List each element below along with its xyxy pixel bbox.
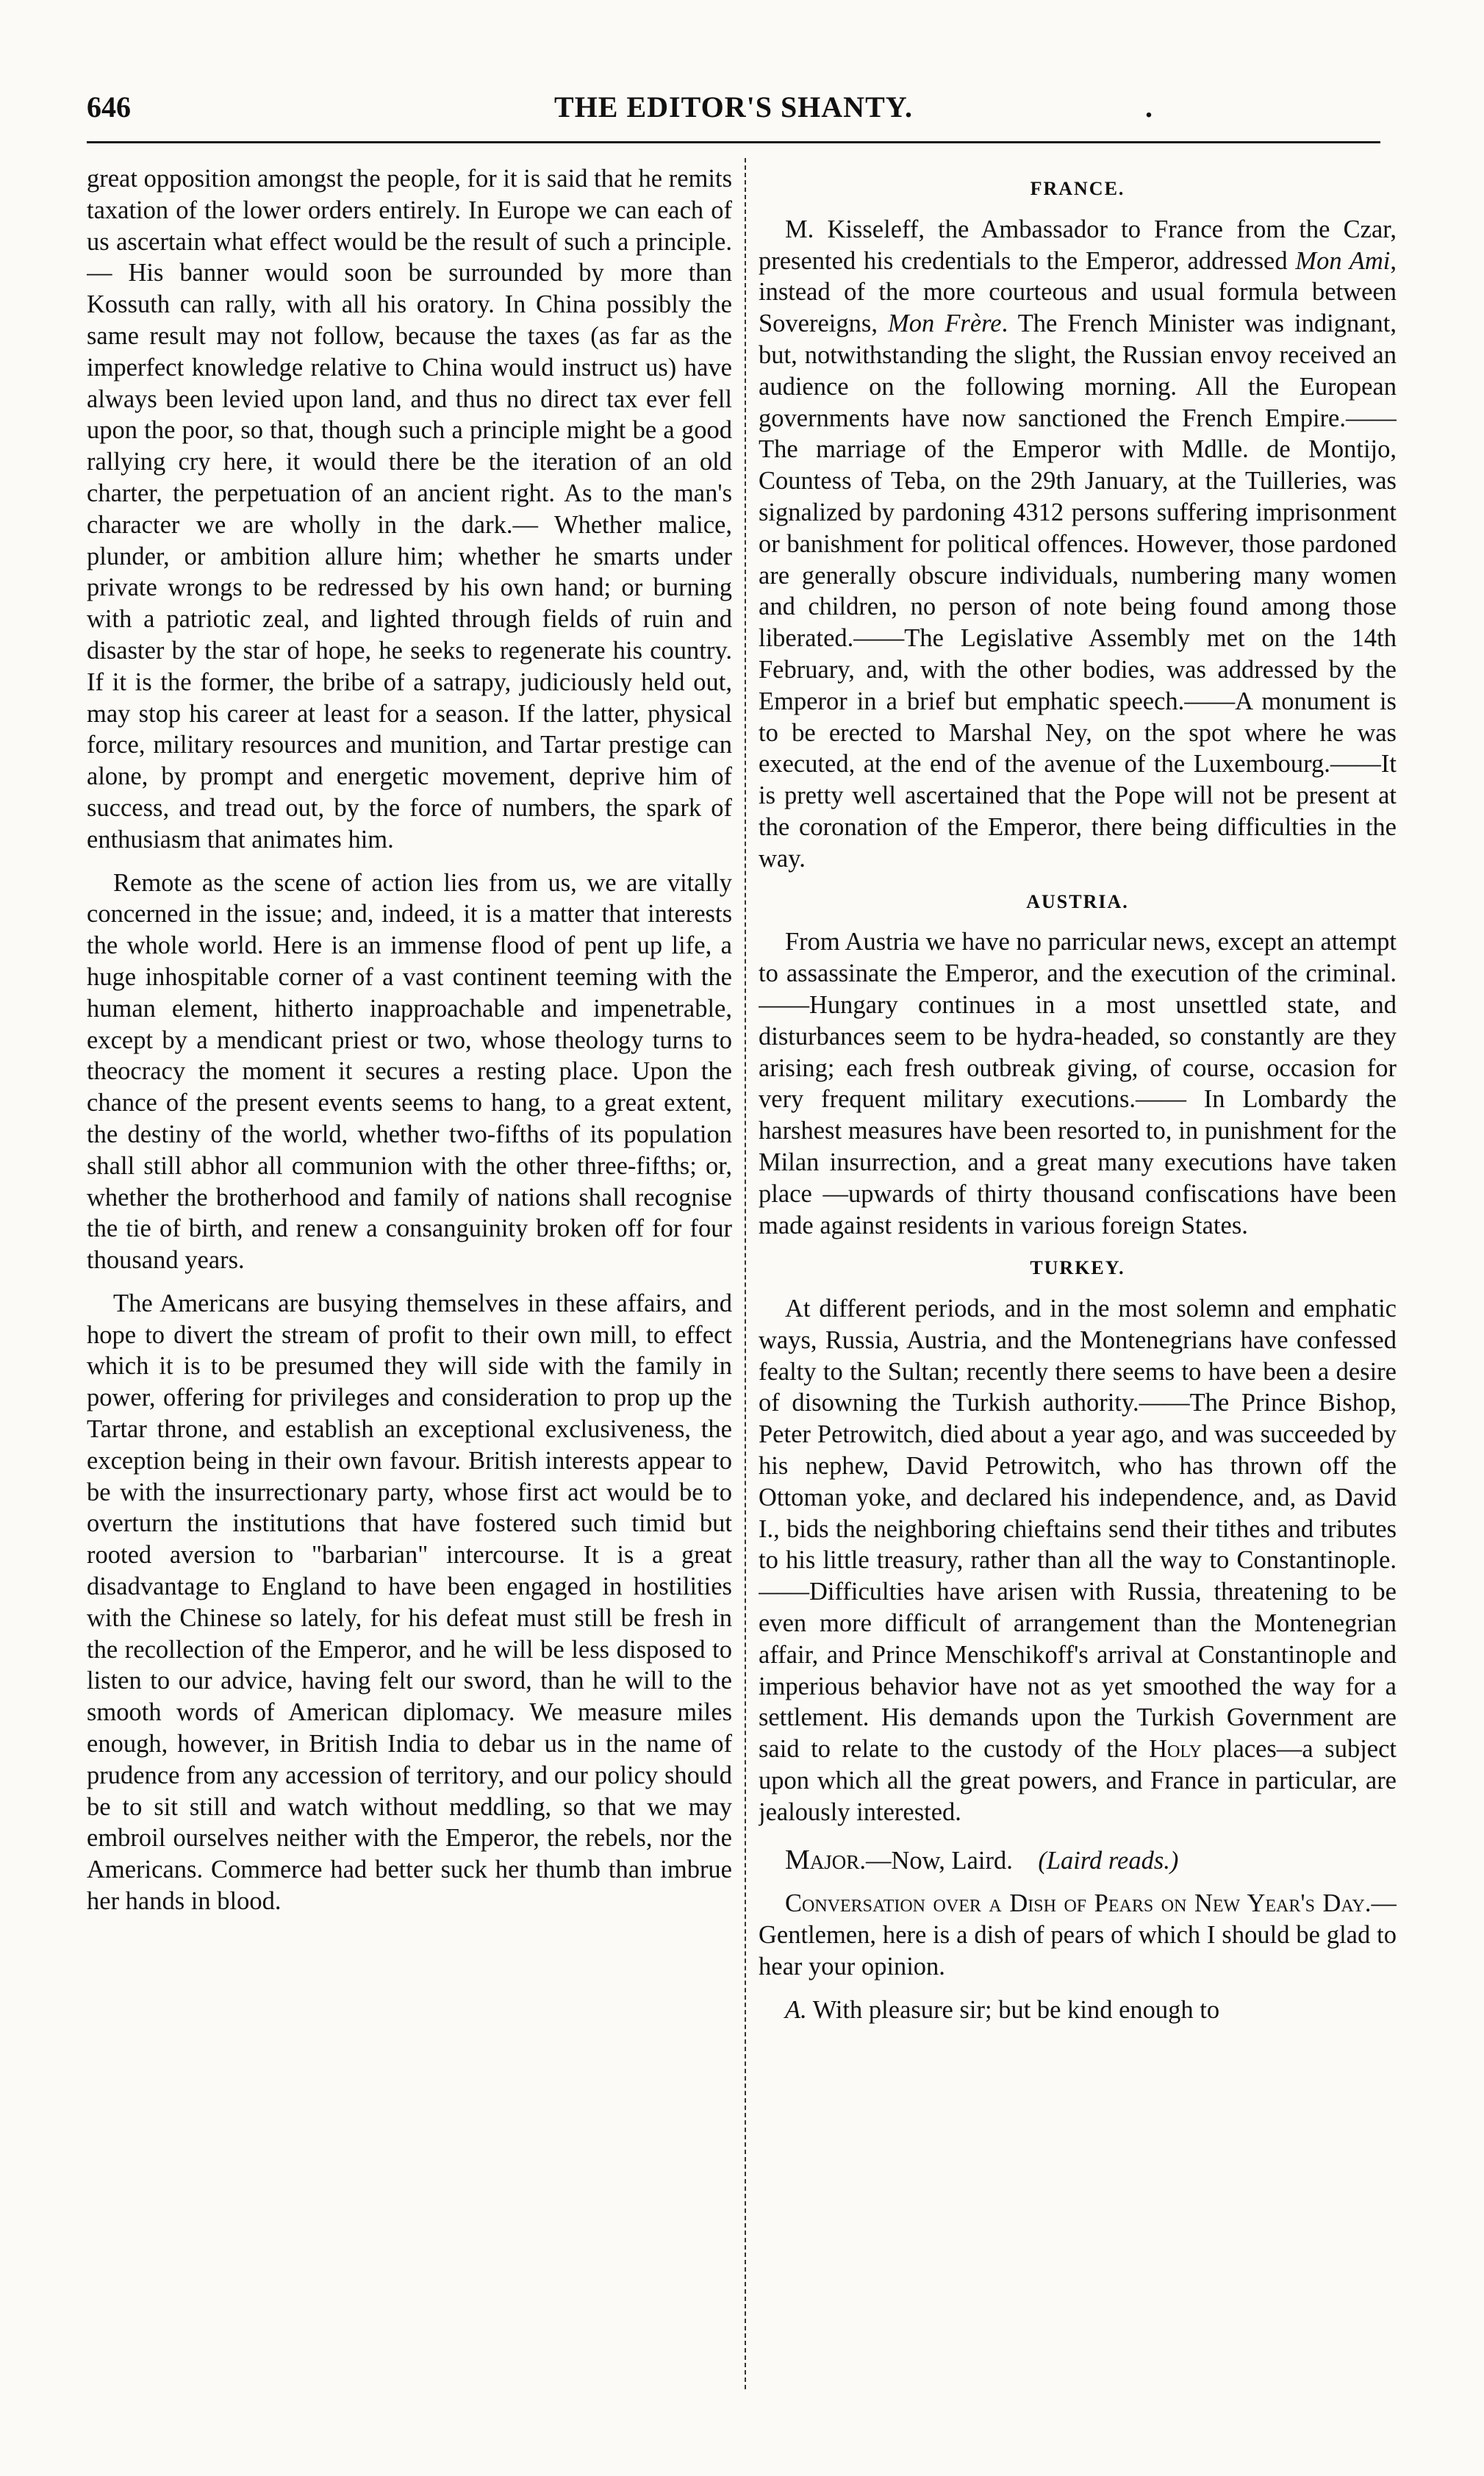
speaker-a: A. [785,1995,807,2024]
a-text: With pleasure sir; but be kind enough to [806,1995,1220,2024]
paragraph-austria: From Austria we have no parricular news, except an attempt to assassinate the Emperor, and the execution of the criminal.——Hungary continues in a most unsettled state, and disturbances seem to be hydra-headed, so constantly are they arising; each fresh outbreak giving, of course, occasion for very frequent military executions.—— In Lombardy the harshest measures have been resorted to, in punishment for the Milan insurrection, and a great many executions have taken place —upwards of thirty thousand confiscations have been made against residents in various foreign States. [759,928,1397,1239]
dialogue-a-line [759,1994,1397,2026]
section-heading-austria: AUSTRIA. [1026,890,1129,912]
stage-direction: (Laird reads.) [1038,1846,1179,1875]
left-column [87,163,732,2442]
turkey-text-2: places—a subject upon which all the great powers, and France in particular, are jealously interested. [759,1735,1397,1826]
major-text: .—Now, Laird. [859,1846,1013,1875]
france-italic-mon-frere: Mon Frère [888,310,1002,338]
paragraph-france [759,214,1397,875]
paragraph-turkey [759,1293,1397,1828]
header-mark: . [1145,90,1153,124]
dialogue-conversation [759,1888,1397,1982]
turkey-smallcaps-holy: Holy [1149,1735,1202,1764]
section-heading-turkey: TURKEY. [1030,1257,1125,1279]
paragraph-remote-scene: Remote as the scene of action lies from us, we are vitally concerned in the issue; and, indeed, it is a matter that interests the whole world. Here is an immense flood of pent up life, a huge inhospitable corner of a vast continent teeming with the human element, hitherto inapproachable and impenetrable, except by a mendicant priest or two, whose theology turns to theocracy the moment it secures a resting place. Upon the chance of the present events seems to hang, to a great extent, the destiny of the world, whether two-fifths of its population shall still abhor all communion with the other three-fifths; or, whether the brotherhood and family of nations shall recognise the tie of birth, and renew a consanguinity broken off for four thousand years. [87,868,732,1275]
conversation-text: .—Gentlemen, here is a dish of pears of which I should be glad to hear your opinion. [759,1889,1397,1981]
conversation-title: Conversation over a Dish of Pears on New Year's Day [785,1889,1365,1918]
speaker-major: Major [785,1844,860,1875]
page-number: 646 [87,90,131,124]
france-italic-mon-ami: Mon Ami [1295,246,1391,275]
paragraph-americans: The Americans are busying themselves in these affairs, and hope to divert the stream of profit to their own mill, to effect which it is to be presumed they will side with the family in power, offering for privileges and consideration to prop up the Tartar throne, and establish an exceptional exclusiveness, the exception being in their own favour. British interests appear to be with the insurrectionary party, whose first act would be to overturn the institutions that have fostered such timid but rooted aversion to "barbarian" intercourse. It is a great disadvantage to England to have been engaged in hostilities with the Chinese so lately, for his defeat must still be fresh in the recollection of the Emperor, and he will be less disposed to listen to our advice, having felt our sword, than he will to the smooth words of American diplomacy. We measure miles enough, however, in British India to debar us in the name of prudence from any accession of territory, and our policy should be to sit still and watch without meddling, so that we may embroil ourselves neither with the Emperor, the rebels, nor the Americans. Commerce had better suck her thumb than imbrue her hands in blood. [87,1289,732,1916]
right-column [759,163,1397,2442]
turkey-text-1: At different periods, and in the most solemn and emphatic ways, Russia, Austria, and the Montenegrians have confessed fealty to the Sultan; recently there seems to have been a desire of disowning the Turkish authority.——The Prince Bishop, Peter Petrowitch, died about a year ago, and was succeeded by his nephew, David Petrowitch, who has thrown off the Ottoman yoke, and declared his independence, and, as David I., bids the neighboring chieftains send their tithes and tributes to his little treasury, rather than all the way to Constantinople.——Difficulties have arisen with Russia, threatening to be even more difficult of arrangement than the Montenegrian affair, and Prince Menschikoff's arrival at Constantinople and imperious behavior have not as yet smoothed the way for a settlement. His demands upon the Turkish Government are said to relate to the custody of the [759,1295,1397,1764]
france-text-1: M. Kisseleff, the Ambassador to France from the Czar, presented his credentials to the Emperor, addressed [759,215,1397,275]
running-title: THE EDITOR'S SHANTY. [554,90,913,124]
paragraph-china-continued: great opposition amongst the people, for it is said that he remits taxation of the lower orders entirely. In Europe we can each of us ascertain what effect would be the result of such a principle.— His banner would soon be surrounded by more than Kossuth can rally, with all his oratory. In China possibly the same result may not follow, because the taxes (as far as the imperfect knowledge relative to China would instruct us) have always been levied upon land, and thus no direct tax ever fell upon the poor, so that, though such a principle might be a good rallying cry here, it would there be the iteration of an old charter, the perpetuation of an ancient right. As to the man's character we are wholly in the dark.— Whether malice, plunder, or ambition allure him; whether he smarts under private wrongs to be redressed by his own hand; or burning with a patriotic zeal, and lighted through fields of ruin and disaster by the star of hope, he seeks to regenerate his country. If it is the former, the bribe of a satrapy, judiciously held out, may stop his career at least for a season. If the latter, physical force, military resources and munition, and Tartar prestige can alone, by prompt and energetic movement, deprive him of success, and tread out, by the force of numbers, the spark of enthusiasm that animates him. [87,165,732,854]
column-divider [745,158,746,2389]
page-header [87,90,1380,143]
france-text-2: , instead of the more courteous and usual formula between Sovereigns, [759,246,1397,338]
france-text-3: . The French Minister was indignant, but, notwithstanding the slight, the Russian envoy received an audience on the following morning. All the European governments have now sanctioned the French Empire.——The marriage of the Emperor with Mdlle. de Montijo, Countess of Teba, on the 29th January, at the Tuilleries, was signalized by pardoning 4312 persons suffering imprisonment or banishment for political offences. However, those pardoned are generally obscure individuals, numbering many women and children, no person of note being found among those liberated.——The Legislative Assembly met on the 14th February, and, with the other bodies, was addressed by the Emperor in a brief but emphatic speech.——A monument is to be erected to Marshal Ney, on the spot where he was executed, at the end of the avenue of the Luxembourg.——It is pretty well ascertained that the Pope will not be present at the coronation of the Emperor, there being difficulties in the way. [759,310,1397,873]
dialogue-major-line [759,1845,1397,1877]
section-heading-france: FRANCE. [1030,178,1125,199]
